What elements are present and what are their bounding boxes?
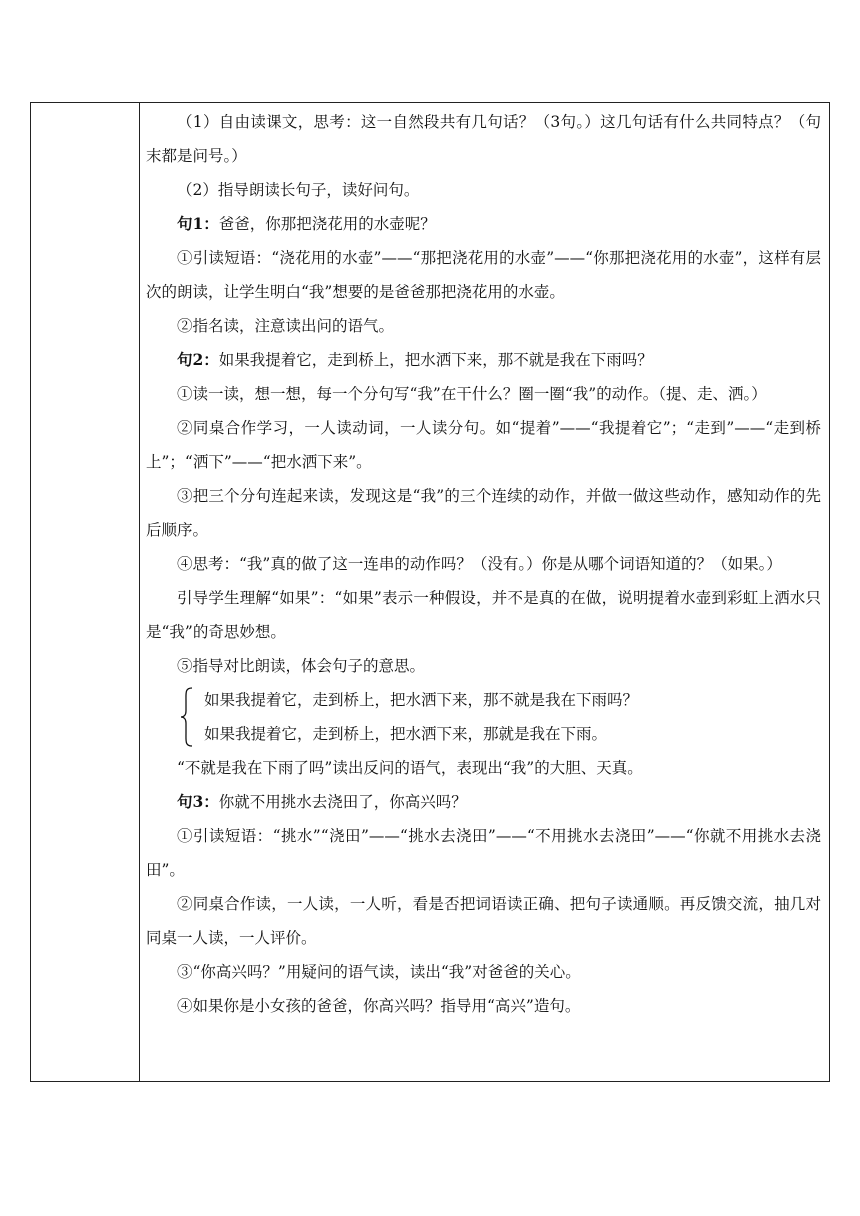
sentence-2-label: 句2：	[177, 350, 219, 369]
sentence-3-text: 你就不用挑水去浇田了，你高兴吗？	[218, 793, 467, 811]
sentence-3-step-b: ②同桌合作读，一人读，一人听，看是否把词语读正确、把句子读通顺。再反馈交流，抽几对同桌一人读，一人评价。	[146, 895, 821, 947]
sentence-1-text: 爸爸，你那把浇花用的水壶呢？	[218, 215, 436, 233]
sentence-2-step-f: ⑤指导对比朗读，体会句子的意思。	[177, 657, 426, 675]
sentence-1-step-a: ①引读短语：“浇花用的水壶”——“那把浇花用的水壶”——“你那把浇花用的水壶”，这样有层次的朗读，让学生明白“我”想要的是爸爸那把浇花用的水壶。	[146, 249, 821, 301]
sentence-3	[146, 785, 821, 819]
sentence-3-step-c: ③“你高兴吗？”用疑问的语气读，读出“我”对爸爸的关心。	[177, 963, 581, 981]
lesson-table	[30, 102, 830, 1082]
sentence-2-step-c: ③把三个分句连起来读，发现这是“我”的三个连续的动作，并做一做这些动作，感知动作的先后顺序。	[146, 487, 821, 539]
comparison-sentence-1: 如果我提着它，走到桥上，把水洒下来，那不就是我在下雨吗？	[204, 691, 639, 709]
table-content-cell	[140, 103, 829, 1081]
sentence-1-label: 句1：	[177, 214, 219, 233]
paragraph-free-reading: （1）自由读课文，思考：这一自然段共有几句话？（3句。）这几句话有什么共同特点？（句末都是问号。）	[146, 113, 821, 165]
sentence-2-explanation: 引导学生理解“如果”：“如果”表示一种假设，并不是真的在做，说明提着水壶到彩虹上洒水只是“我”的奇思妙想。	[146, 589, 821, 641]
sentence-3-step-d: ④如果你是小女孩的爸爸，你高兴吗？指导用“高兴”造句。	[177, 997, 581, 1015]
comparison-note: “不就是我在下雨了吗”读出反问的语气，表现出“我”的大胆、天真。	[177, 759, 643, 777]
sentence-2-step-d: ④思考：“我”真的做了这一连串的动作吗？（没有。）你是从哪个词语知道的？（如果。）	[177, 555, 782, 573]
sentence-2-step-b: ②同桌合作学习，一人读动词，一人读分句。如“提着”——“我提着它”；“走到”——“走到桥上”；“洒下”——“把水洒下来”。	[146, 419, 821, 471]
left-brace-icon	[180, 687, 194, 747]
sentence-1	[146, 207, 821, 241]
sentence-3-step-a: ①引读短语：“挑水”“浇田”——“挑水去浇田”——“不用挑水去浇田”——“你就不用挑水去浇田”。	[146, 827, 821, 879]
paragraph-guided-reading: （2）指导朗读长句子，读好问句。	[177, 181, 420, 199]
sentence-2-text: 如果我提着它，走到桥上，把水洒下来，那不就是我在下雨吗？	[218, 351, 653, 369]
sentence-3-label: 句3：	[177, 792, 219, 811]
comparison-sentence-2: 如果我提着它，走到桥上，把水洒下来，那就是我在下雨。	[204, 725, 608, 743]
comparison-group	[146, 683, 821, 751]
table-left-column	[31, 103, 140, 1081]
sentence-1-step-b: ②指名读，注意读出问的语气。	[177, 317, 395, 335]
sentence-2-step-a: ①读一读，想一想，每一个分句写“我”在干什么？圈一圈“我”的动作。（提、走、洒。）	[177, 385, 767, 403]
sentence-2	[146, 343, 821, 377]
